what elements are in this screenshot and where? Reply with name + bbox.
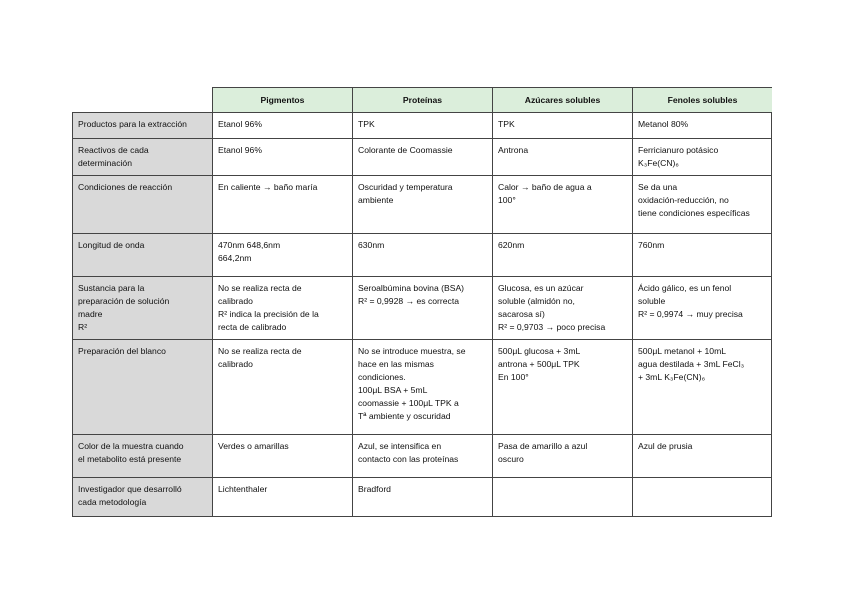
text-line: Calor → baño de agua a — [498, 182, 592, 192]
text-line: 500μL glucosa + 3mL — [498, 346, 581, 356]
text-line: ambiente — [358, 195, 394, 205]
text-line: + 3mL K₃Fe(CN)₆ — [638, 372, 706, 382]
text-line: TPK — [358, 119, 375, 129]
text-line: Reactivos de cada — [78, 145, 149, 155]
table-cell — [492, 175, 632, 233]
column-header-proteinas: Proteínas — [352, 87, 492, 112]
text-line: 100° — [498, 195, 516, 205]
column-header-azucares: Azúcares solubles — [492, 87, 632, 112]
text-line: recta de calibrado — [218, 322, 287, 332]
table-cell — [212, 112, 352, 138]
table-cell — [632, 175, 772, 233]
text-line: No se realiza recta de — [218, 283, 302, 293]
table-cell — [632, 112, 772, 138]
text-line: R² = 0,9974 → muy precisa — [638, 309, 743, 319]
text-line: Etanol 96% — [218, 119, 262, 129]
text-line: Preparación del blanco — [78, 346, 166, 356]
text-line: Investigador que desarrolló — [78, 484, 182, 494]
text-line: Verdes o amarillas — [218, 441, 289, 451]
text-line: Azul de prusia — [638, 441, 693, 451]
table-cell — [632, 233, 772, 276]
table-cell — [632, 339, 772, 434]
row-label — [72, 339, 212, 434]
table-cell — [352, 434, 492, 477]
text-line: cada metodología — [78, 497, 147, 507]
table-cell — [212, 339, 352, 434]
text-line: oxidación-reducción, no — [638, 195, 729, 205]
table-cell — [632, 138, 772, 175]
text-line: Colorante de Coomassie — [358, 145, 453, 155]
table-cell — [352, 138, 492, 175]
text-line: R² = 0,9928 → es correcta — [358, 296, 460, 306]
text-line: condiciones. — [358, 372, 406, 382]
table-corner — [72, 87, 212, 112]
row-label — [72, 175, 212, 233]
text-line: Lichtenthaler — [218, 484, 268, 494]
text-line: coomassie + 100μL TPK a — [358, 398, 459, 408]
table-cell — [352, 233, 492, 276]
text-line: No se realiza recta de — [218, 346, 302, 356]
text-line: soluble (almidón no, — [498, 296, 575, 306]
text-line: el metabolito está presente — [78, 454, 182, 464]
text-line: Color de la muestra cuando — [78, 441, 184, 451]
text-line: R² indica la precisión de la — [218, 309, 319, 319]
text-line: 664,2nm — [218, 253, 252, 263]
text-line: En 100° — [498, 372, 529, 382]
table-cell — [212, 138, 352, 175]
text-line: 630nm — [358, 240, 385, 250]
text-line: 470nm 648,6nm — [218, 240, 281, 250]
text-line: Antrona — [498, 145, 529, 155]
table-cell — [632, 434, 772, 477]
text-line: sacarosa sí) — [498, 309, 545, 319]
table-cell — [632, 276, 772, 339]
text-line: hace en las mismas — [358, 359, 434, 369]
text-line: Etanol 96% — [218, 145, 262, 155]
text-line: 500μL metanol + 10mL — [638, 346, 727, 356]
column-header-fenoles: Fenoles solubles — [632, 87, 772, 112]
comparison-table — [72, 87, 772, 517]
table-cell — [212, 276, 352, 339]
text-line: TPK — [498, 119, 515, 129]
text-line: agua destilada + 3mL FeCl₃ — [638, 359, 745, 369]
text-line: Longitud de onda — [78, 240, 145, 250]
text-line: En caliente → baño maría — [218, 182, 318, 192]
table-cell — [492, 138, 632, 175]
row-label — [72, 233, 212, 276]
table-cell — [212, 175, 352, 233]
text-line: Seroalbúmina bovina (BSA) — [358, 283, 465, 293]
text-line: Glucosa, es un azúcar — [498, 283, 584, 293]
text-line: No se introduce muestra, se — [358, 346, 466, 356]
table-cell — [492, 477, 632, 516]
row-label — [72, 138, 212, 175]
table-cell — [212, 233, 352, 276]
table-cell — [492, 112, 632, 138]
table-cell — [492, 276, 632, 339]
table-cell — [352, 477, 492, 516]
text-line: Oscuridad y temperatura — [358, 182, 453, 192]
table-cell — [352, 339, 492, 434]
table-cell — [212, 477, 352, 516]
column-header-pigmentos: Pigmentos — [212, 87, 352, 112]
row-label — [72, 477, 212, 516]
table-cell — [352, 175, 492, 233]
text-line: Ferricianuro potásico — [638, 145, 719, 155]
text-line: antrona + 500μL TPK — [498, 359, 580, 369]
table-cell — [492, 339, 632, 434]
table-cell — [212, 434, 352, 477]
text-line: contacto con las proteínas — [358, 454, 459, 464]
text-line: Se da una — [638, 182, 678, 192]
text-line: 620nm — [498, 240, 525, 250]
text-line: 760nm — [638, 240, 665, 250]
text-line: Azul, se intensifica en — [358, 441, 442, 451]
text-line: K₃Fe(CN)₆ — [638, 158, 679, 168]
text-line: calibrado — [218, 359, 253, 369]
text-line: Metanol 80% — [638, 119, 689, 129]
text-line: oscuro — [498, 454, 524, 464]
text-line: R² = 0,9703 → poco precisa — [498, 322, 606, 332]
text-line: Pasa de amarillo a azul — [498, 441, 588, 451]
text-line: Sustancia para la — [78, 283, 145, 293]
text-line: Ácido gálico, es un fenol — [638, 283, 732, 293]
text-line: Productos para la extracción — [78, 119, 187, 129]
text-line: preparación de solución — [78, 296, 170, 306]
text-line: Condiciones de reacción — [78, 182, 173, 192]
table-cell — [632, 477, 772, 516]
row-label — [72, 434, 212, 477]
text-line: tiene condiciones específicas — [638, 208, 750, 218]
table-cell — [492, 233, 632, 276]
text-line: soluble — [638, 296, 666, 306]
text-line: Bradford — [358, 484, 391, 494]
text-line: R² — [78, 322, 88, 332]
row-label — [72, 276, 212, 339]
table-cell — [352, 112, 492, 138]
table-cell — [492, 434, 632, 477]
text-line: determinación — [78, 158, 132, 168]
text-line: calibrado — [218, 296, 253, 306]
table-cell — [352, 276, 492, 339]
row-label — [72, 112, 212, 138]
text-line: madre — [78, 309, 103, 319]
text-line: 100μL BSA + 5mL — [358, 385, 428, 395]
text-line: Tª ambiente y oscuridad — [358, 411, 451, 421]
